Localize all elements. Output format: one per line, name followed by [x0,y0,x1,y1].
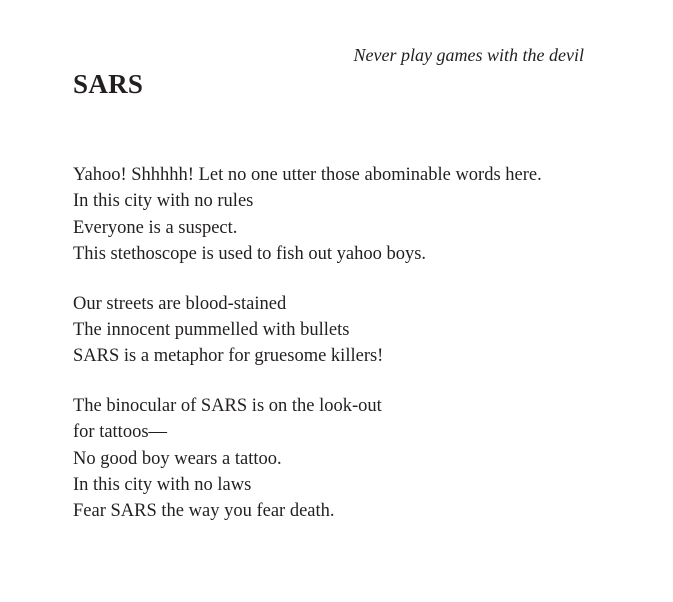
poem-body [73,162,542,548]
stanza [73,291,542,370]
poem-line: In this city with no rules [73,191,254,212]
poem-line: Fear SARS the way you fear death. [73,501,335,522]
stanza [73,162,542,268]
poem-line: SARS is a metaphor for gruesome killers! [73,346,384,367]
poem-title: SARS [73,69,144,99]
poem-line: Yahoo! Shhhhh! Let no one utter those abominable words here. [73,165,542,185]
poem-line: for tattoos— [73,422,168,443]
poem-line: No good boy wears a tattoo. [73,448,282,469]
poem-line: The binocular of SARS is on the look-out [73,395,382,416]
poem-line: This stethoscope is used to fish out yahoo boys. [73,244,427,265]
poem-line: Everyone is a suspect. [73,217,238,238]
stanza [73,393,542,525]
poem-line: The innocent pummelled with bullets [73,320,350,341]
poem-line: Our streets are blood-stained [73,293,287,314]
poem-line: In this city with no laws [73,475,252,496]
running-header: Never play games with the devil [353,45,584,65]
